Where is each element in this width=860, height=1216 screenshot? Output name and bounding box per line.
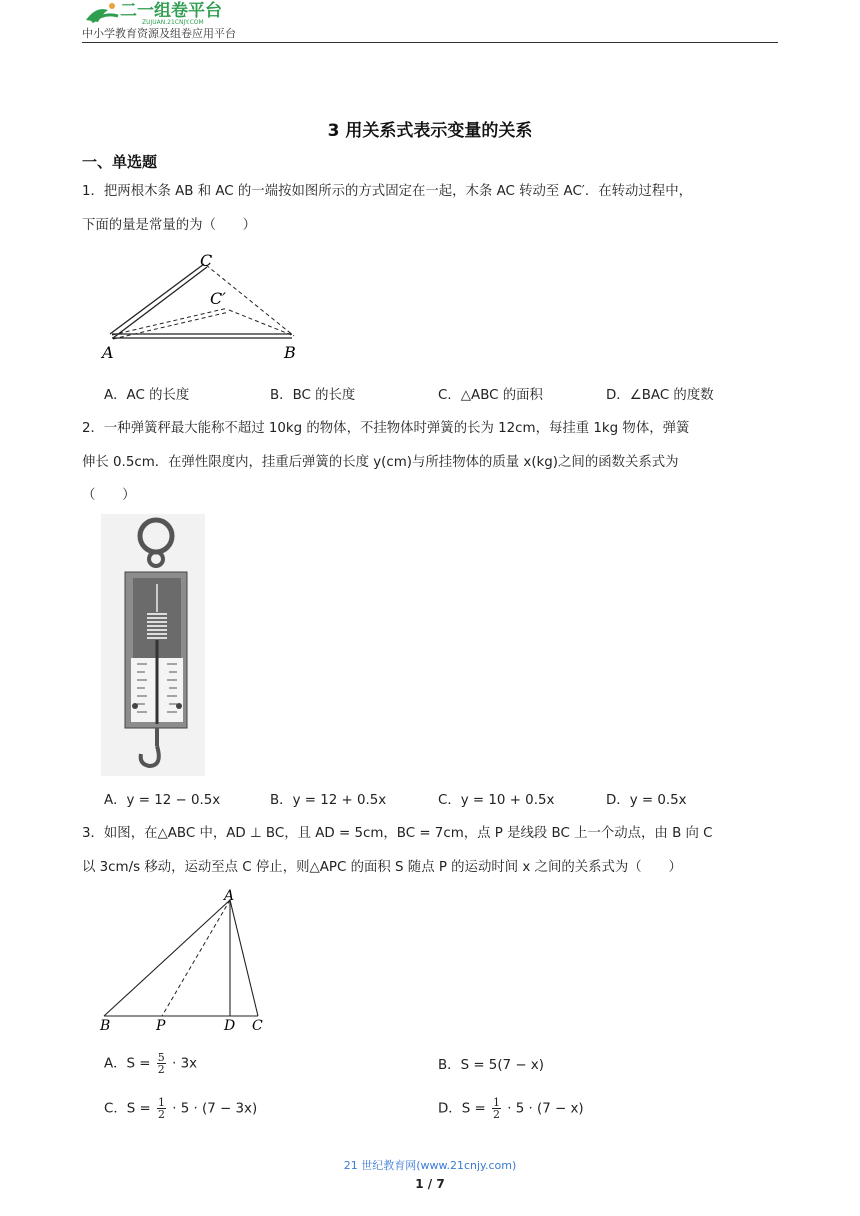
label-D: D — [224, 1018, 236, 1034]
q3-triangle-figure — [98, 886, 268, 1036]
q2-text-line3: （ ） — [82, 488, 136, 503]
q3-option-a[interactable] — [104, 1052, 197, 1075]
q3-option-d-prefix: D．S = — [438, 1101, 486, 1117]
q1-option-d[interactable]: D．∠BAC 的度数 — [606, 388, 714, 403]
q3-option-c-suffix: · 5 · (7 − 3x) — [172, 1101, 258, 1117]
q3-option-c-prefix: C．S = — [104, 1101, 151, 1117]
q2-option-b[interactable]: B．y = 12 + 0.5x — [270, 793, 387, 808]
fraction: $\frac{1}{2}$ — [492, 1096, 500, 1121]
svg-text:二一组卷平台: 二一组卷平台 — [120, 1, 222, 21]
footer-website-link[interactable]: 21 世纪教育网(www.21cnjy.com) — [343, 1159, 517, 1172]
platform-name: 中小学教育资源及组卷应用平台 — [82, 27, 236, 40]
label-A: A — [224, 888, 235, 904]
page-header — [82, 0, 778, 44]
q2-option-a[interactable]: A．y = 12 − 0.5x — [104, 793, 221, 808]
q3-option-b[interactable]: B．S = 5(7 − x) — [438, 1058, 544, 1073]
header-divider — [82, 42, 778, 43]
fraction: $\frac{1}{2}$ — [157, 1096, 165, 1121]
fraction: $\frac{5}{2}$ — [157, 1051, 165, 1076]
label-C: C — [200, 251, 213, 270]
q2-option-d[interactable]: D．y = 0.5x — [606, 793, 687, 808]
page-title: 3 用关系式表示变量的关系 — [327, 121, 533, 141]
q3-text-line2: 以 3cm/s 移动，运动至点 C 停止，则△APC 的面积 S 随点 P 的运动时间 x 之间的关系式为（ ） — [82, 860, 682, 875]
q1-option-b[interactable]: B．BC 的长度 — [270, 388, 356, 403]
q1-text-line1: 1．把两根木条 AB 和 AC 的一端按如图所示的方式固定在一起，木条 AC 转动至 AC′．在转动过程中， — [82, 184, 692, 199]
label-A: A — [102, 343, 114, 362]
q2-text-line1: 2．一种弹簧秤最大能称不超过 10kg 的物体，不挂物体时弹簧的长为 12cm，每挂重 1kg 物体，弹簧 — [82, 421, 690, 436]
spring-scale-image — [101, 514, 205, 776]
zujuan-logo — [82, 0, 272, 26]
label-B: B — [100, 1018, 111, 1034]
q3-option-a-suffix: · 3x — [172, 1056, 198, 1072]
label-B: B — [284, 343, 296, 362]
q2-text-line2: 伸长 0.5cm．在弹性限度内，挂重后弹簧的长度 y(cm)与所挂物体的质量 x(kg)之间的函数关系式为 — [82, 455, 679, 470]
q1-text-line2: 下面的量是常量的为（ ） — [82, 218, 257, 233]
page-number: 1 / 7 — [415, 1177, 445, 1191]
label-P: P — [156, 1018, 166, 1034]
q1-figure — [100, 248, 310, 364]
section-heading: 一、单选题 — [82, 153, 158, 171]
label-C-prime: C′ — [210, 289, 226, 308]
q1-option-a[interactable]: A．AC 的长度 — [104, 388, 190, 403]
q3-option-c[interactable] — [104, 1097, 257, 1120]
q1-option-c[interactable]: C．△ABC 的面积 — [438, 388, 543, 403]
q3-text-line1: 3．如图，在△ABC 中，AD ⊥ BC，且 AD = 5cm，BC = 7cm，点 P 是线段 BC 上一个动点，由 B 向 C — [82, 826, 713, 841]
q3-option-a-prefix: A．S = — [104, 1056, 151, 1072]
q2-option-c[interactable]: C．y = 10 + 0.5x — [438, 793, 555, 808]
q3-option-d-suffix: · 5 · (7 − x) — [507, 1101, 584, 1117]
svg-text:ZUJUAN.21CNJY.COM: ZUJUAN.21CNJY.COM — [142, 19, 204, 26]
q3-option-d[interactable] — [438, 1097, 584, 1120]
label-C: C — [252, 1018, 263, 1034]
